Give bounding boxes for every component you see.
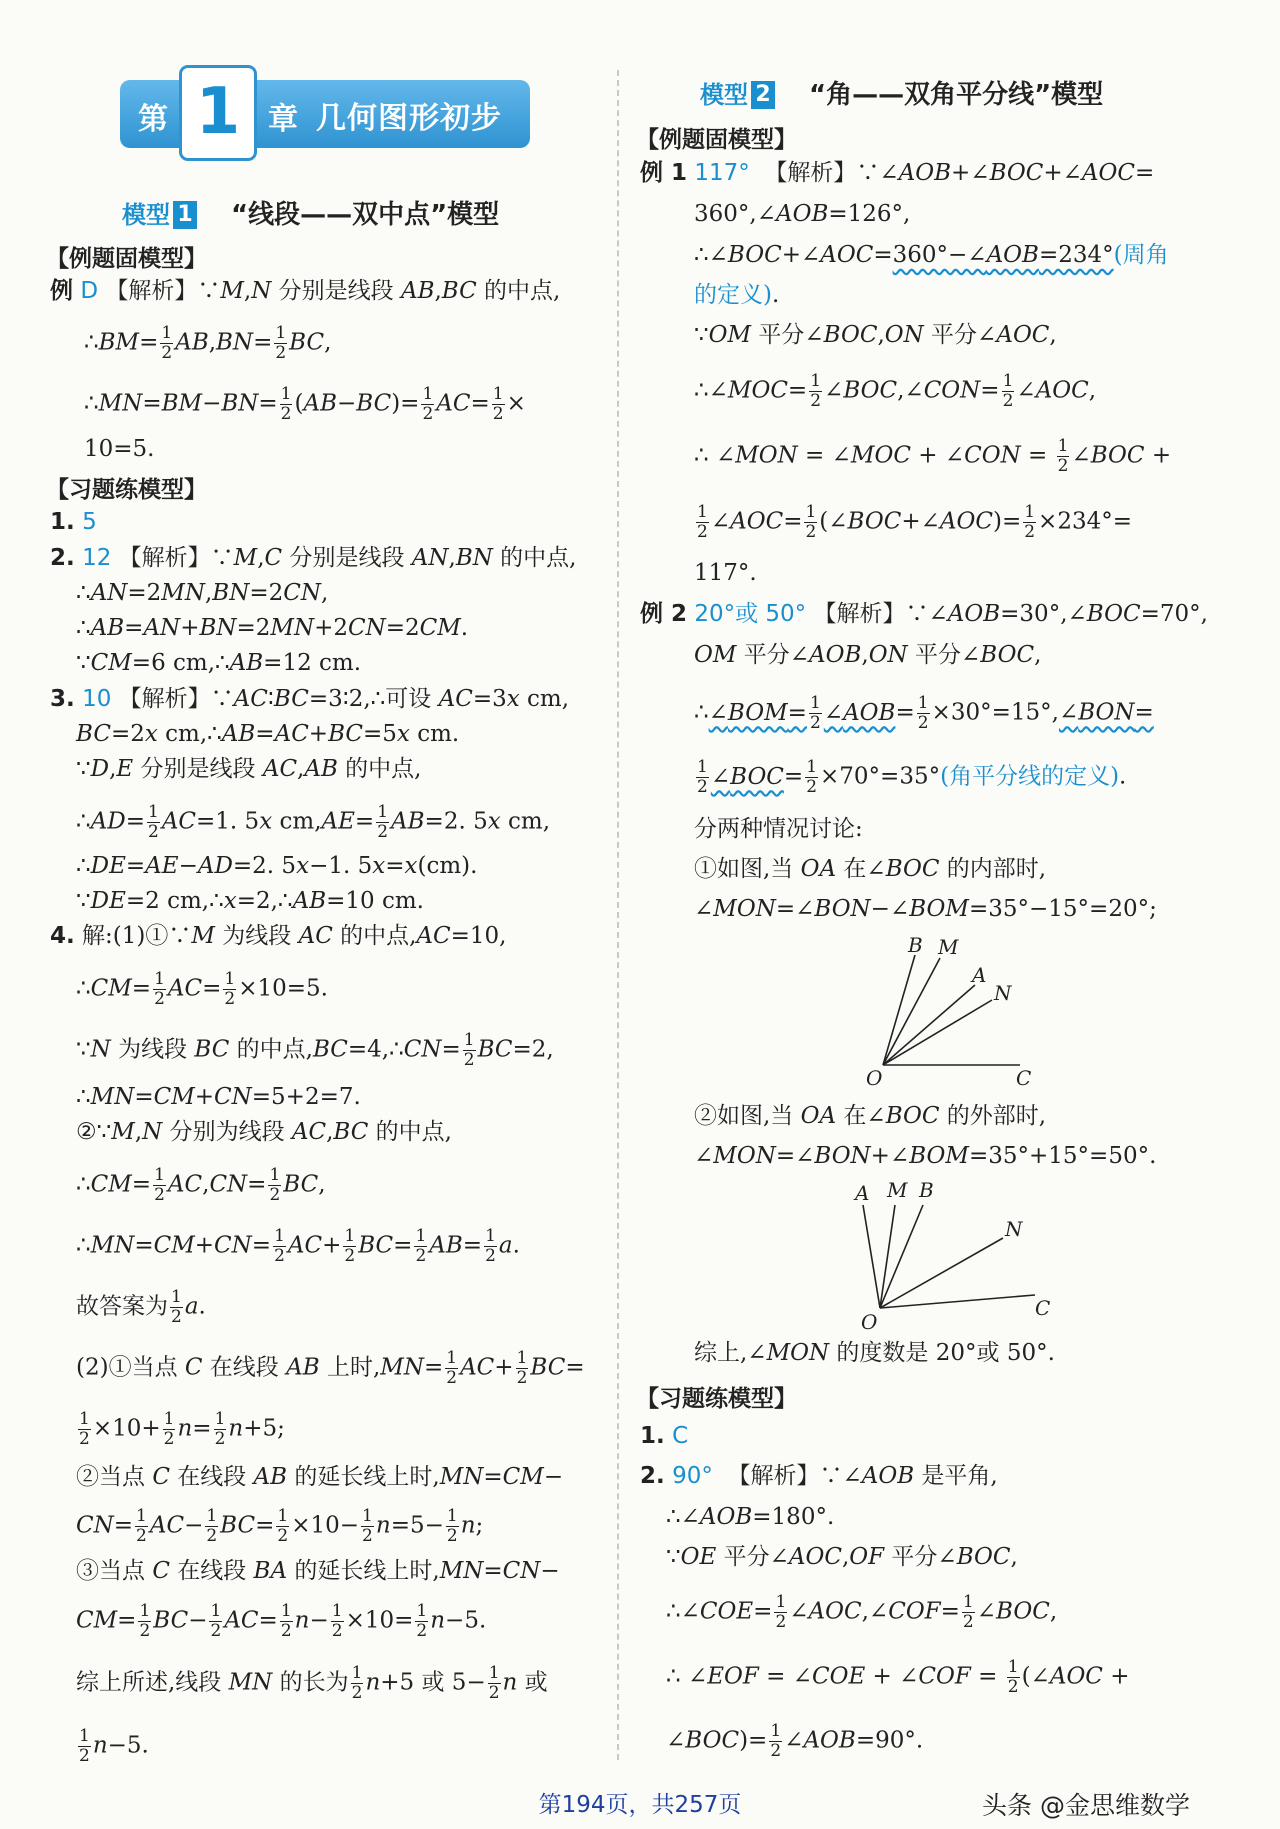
- ex1-line-2: 360°,∠AOB=126°,: [694, 201, 911, 227]
- fig2-label-b: B: [919, 1178, 934, 1202]
- q4-line-8: 故答案为 $\frac{1}{2}$ a.: [76, 1287, 206, 1327]
- q2-label: 2.: [50, 545, 75, 571]
- example-line-4: 10=5.: [84, 436, 155, 462]
- fig2-label-n: N: [1005, 1217, 1023, 1241]
- ex1-line-6: ∴∠MOC= $\frac{1}{2}$ ∠BOC,∠CON= $\frac{1}{2}$ ∠AOC,: [694, 371, 1097, 411]
- left-column: [0, 0, 620, 1800]
- model1-number: 1: [173, 201, 197, 229]
- example-line-1: 例 D 【解析】∵M,N 分别是线段 AB,BC 的中点,: [50, 278, 561, 304]
- q3-line-4: ∴AD= $\frac{1}{2}$ AC=1. 5x cm,AE= $\frac{1}{2}$ AB=2. 5x cm,: [76, 802, 551, 842]
- q2-line-1: 2. 12 【解析】∵M,C 分别是线段 AN,BN 的中点,: [50, 545, 577, 571]
- left-exercise-heading: 【习题练模型】: [46, 477, 207, 503]
- q4-line-14: CM= $\frac{1}{2}$ BC− $\frac{1}{2}$ AC= $\frac{1}{2}$ n− $\frac{1}{2}$ ×10= $\frac{1}{2}$ n−5.: [76, 1601, 487, 1641]
- q2-line-2: ∴AN=2MN,BN=2CN,: [76, 580, 329, 606]
- ex2-line-2: OM 平分∠AOB,ON 平分∠BOC,: [694, 642, 1042, 668]
- q4-line-10: $\frac{1}{2}$ ×10+ $\frac{1}{2}$ n= $\frac{1}{2}$ n+5;: [79, 1409, 285, 1449]
- ex1-label: 例 1: [640, 160, 688, 186]
- column-divider: [617, 70, 619, 1760]
- chapter-title: 几何图形初步: [316, 101, 502, 136]
- model1-title: “线段——双中点”模型: [231, 200, 500, 230]
- q2-answer: 12: [82, 545, 112, 571]
- q4-line-2: ∴CM= $\frac{1}{2}$ AC= $\frac{1}{2}$ ×10=5.: [76, 969, 328, 1009]
- example-line-2: ∴BM= $\frac{1}{2}$ AB,BN= $\frac{1}{2}$ BC,: [84, 323, 332, 363]
- ex1-line-3: ∴∠BOC+∠AOC=360°−∠AOB=234°(周角: [694, 242, 1169, 268]
- r-q2-label: 2.: [640, 1463, 665, 1489]
- q2-line-4: ∵CM=6 cm,∴AB=12 cm.: [76, 650, 362, 676]
- q4-line-6: ∴CM= $\frac{1}{2}$ AC,CN= $\frac{1}{2}$ BC,: [76, 1165, 326, 1205]
- model2-number: 2: [751, 81, 775, 109]
- q4-line-9: (2)①当点 C 在线段 AB 上时,MN= $\frac{1}{2}$ AC+ $\frac{1}{2}$ BC=: [76, 1348, 585, 1388]
- q3-line-2: BC=2x cm,∴AB=AC+BC=5x cm.: [76, 721, 460, 747]
- r-q2-line-3: ∵OE 平分∠AOC,OF 平分∠BOC,: [666, 1544, 1018, 1570]
- q1-answer: 5: [82, 509, 97, 535]
- q2-line-3: ∴AB=AN+BN=2MN+2CN=2CM.: [76, 615, 469, 641]
- q4-line-5: ②∵M,N 分别为线段 AC,BC 的中点,: [76, 1119, 452, 1145]
- chapter-prefix: 第: [138, 102, 168, 137]
- r-q1-answer: C: [672, 1423, 689, 1449]
- example-label: 例: [50, 278, 73, 304]
- ex1-line-8: $\frac{1}{2}$ ∠AOC= $\frac{1}{2}$ (∠BOC+∠AOC)= $\frac{1}{2}$ ×234°=: [697, 502, 1132, 542]
- ex2-line-4: $\frac{1}{2}$ ∠BOC= $\frac{1}{2}$ ×70°=35°(角平分线的定义).: [697, 757, 1127, 797]
- q1-label: 1.: [50, 509, 75, 535]
- q4-line-12: CN= $\frac{1}{2}$ AC− $\frac{1}{2}$ BC= $\frac{1}{2}$ ×10− $\frac{1}{2}$ n=5− $\frac{1}{2}$ n;: [76, 1506, 484, 1546]
- angle-figure-inside: [850, 930, 1050, 1095]
- q4-line-11: ②当点 C 在线段 AB 的延长线上时,MN=CM−: [76, 1464, 564, 1490]
- q3-line-6: ∵DE=2 cm,∴x=2,∴AB=10 cm.: [76, 888, 424, 914]
- q4-line-7: ∴MN=CM+CN= $\frac{1}{2}$ AC+ $\frac{1}{2}$ BC= $\frac{1}{2}$ AB= $\frac{1}{2}$ a.: [76, 1226, 520, 1266]
- q4-line-1: 4. 解:(1)①∵M 为线段 AC 的中点,AC=10,: [50, 923, 507, 949]
- right-exercise-heading: 【习题练模型】: [636, 1386, 797, 1412]
- q4-line-3: ∵N 为线段 BC 的中点,BC=4,∴CN= $\frac{1}{2}$ BC=2,: [76, 1030, 554, 1070]
- ex2-line-5: 分两种情况讨论:: [694, 816, 863, 842]
- r-q1-line: [640, 1421, 688, 1451]
- r-q2-line-2: ∴∠AOB=180°.: [666, 1504, 835, 1530]
- fig1-label-n: N: [994, 981, 1012, 1005]
- right-example-heading: 【例题固模型】: [636, 127, 797, 153]
- ex1-line-9: 117°.: [694, 560, 757, 586]
- model1-tag: 模型: [122, 201, 170, 229]
- left-example-heading: 【例题固模型】: [46, 246, 207, 272]
- r-q2-line-4: ∴∠COE= $\frac{1}{2}$ ∠AOC,∠COF= $\frac{1}{2}$ ∠BOC,: [666, 1592, 1058, 1632]
- q3-label: 3.: [50, 686, 75, 712]
- r-q2-line-6: ∠BOC)= $\frac{1}{2}$ ∠AOB=90°.: [666, 1721, 924, 1761]
- q4-line-13: ③当点 C 在线段 BA 的延长线上时,MN=CN−: [76, 1558, 560, 1584]
- ex1-line-7: ∴ ∠MON = ∠MOC + ∠CON = $\frac{1}{2}$ ∠BOC +: [694, 436, 1172, 476]
- ex2-answer: 20°或 50°: [694, 601, 807, 627]
- q3-line-1: 3. 10 【解析】∵AC∶BC=3∶2,∴可设 AC=3x cm,: [50, 686, 570, 712]
- model1-heading: [122, 194, 499, 231]
- ex2-line-9: ∠MON=∠BON+∠BOM=35°+15°=50°.: [694, 1143, 1157, 1169]
- fig2-label-o: O: [861, 1310, 878, 1334]
- angle-figure-outside: [835, 1175, 1055, 1335]
- q3-line-5: ∴DE=AE−AD=2. 5x−1. 5x=x(cm).: [76, 853, 478, 879]
- model2-title: “角——双角平分线”模型: [809, 80, 1104, 110]
- ex1-line-5: ∵OM 平分∠BOC,ON 平分∠AOC,: [694, 322, 1057, 348]
- example-answer: D: [80, 278, 99, 304]
- ex2-line-1: 例 2 20°或 50° 【解析】∵∠AOB=30°,∠BOC=70°,: [640, 601, 1208, 627]
- fig2-label-c: C: [1035, 1296, 1051, 1320]
- ex1-answer: 117°: [694, 160, 750, 186]
- q4-line-16: $\frac{1}{2}$ n−5.: [79, 1726, 149, 1766]
- chapter-suffix: 章: [268, 102, 298, 137]
- page-number: 第194页，共257页: [538, 1792, 742, 1818]
- fig2-label-a: A: [855, 1181, 870, 1205]
- q1-line: [50, 507, 97, 537]
- fig1-label-a: A: [972, 963, 987, 987]
- ex1-line-1: 例 1 117° 【解析】∵∠AOB+∠BOC+∠AOC=: [640, 160, 1155, 186]
- ex2-line-10: 综上,∠MON 的度数是 20°或 50°.: [694, 1340, 1055, 1366]
- fig1-label-c: C: [1016, 1066, 1032, 1090]
- r-q2-line-5: ∴ ∠EOF = ∠COE + ∠COF = $\frac{1}{2}$ (∠AOC +: [666, 1657, 1130, 1697]
- ex1-line-4: 的定义).: [694, 282, 780, 308]
- fig1-label-o: O: [866, 1066, 883, 1090]
- fig1-label-b: B: [908, 933, 923, 957]
- fig2-label-m: M: [887, 1178, 908, 1202]
- model2-tag: 模型: [700, 81, 748, 109]
- q4-line-15: 综上所述,线段 MN 的长为 $\frac{1}{2}$ n+5 或 5− $\frac{1}{2}$ n 或: [76, 1663, 548, 1703]
- fig1-label-m: M: [938, 935, 959, 959]
- r-q2-answer: 90°: [672, 1463, 713, 1489]
- q3-line-3: ∵D,E 分别是线段 AC,AB 的中点,: [76, 756, 422, 782]
- ex2-line-3: ∴∠BOM= $\frac{1}{2}$ ∠AOB= $\frac{1}{2}$ ×30°=15°,∠BON=: [694, 693, 1154, 733]
- ex2-label: 例 2: [640, 601, 688, 627]
- ex2-line-7: ∠MON=∠BON−∠BOM=35°−15°=20°;: [694, 896, 1157, 922]
- r-q2-line-1: 2. 90° 【解析】∵∠AOB 是平角,: [640, 1463, 998, 1489]
- right-column: [620, 0, 1280, 1800]
- r-q1-label: 1.: [640, 1423, 665, 1449]
- ex2-line-8: ②如图,当 OA 在∠BOC 的外部时,: [694, 1103, 1047, 1129]
- model2-heading: [700, 74, 1103, 111]
- watermark: 头条 @金思维数学: [982, 1791, 1190, 1820]
- q4-label: 4.: [50, 923, 75, 949]
- chapter-banner: [120, 75, 530, 149]
- example-line-3: ∴MN=BM−BN= $\frac{1}{2}$ (AB−BC)= $\frac{1}{2}$ AC= $\frac{1}{2}$ ×: [84, 384, 526, 424]
- q3-answer: 10: [82, 686, 112, 712]
- ex2-line-6: ①如图,当 OA 在∠BOC 的内部时,: [694, 856, 1047, 882]
- chapter-number: 1: [182, 68, 254, 158]
- q4-line-4: ∴MN=CM+CN=5+2=7.: [76, 1084, 361, 1110]
